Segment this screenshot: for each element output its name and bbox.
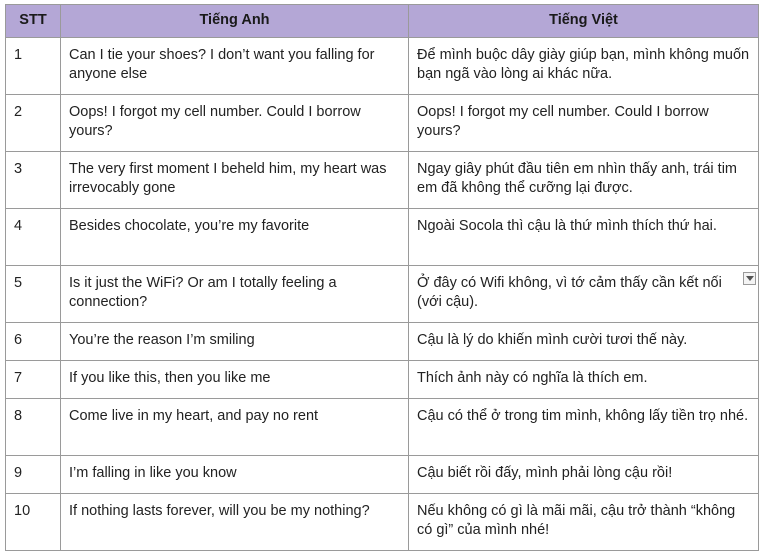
- stt-cell[interactable]: 1: [6, 38, 61, 95]
- header-english[interactable]: Tiếng Anh: [61, 5, 409, 38]
- vietnamese-cell[interactable]: Cậu biết rồi đấy, mình phải lòng cậu rồi!: [409, 456, 759, 494]
- english-cell[interactable]: If nothing lasts forever, will you be my nothing?: [61, 494, 409, 551]
- stt-cell[interactable]: 4: [6, 209, 61, 266]
- vietnamese-cell[interactable]: Oops! I forgot my cell number. Could I borrow yours?: [409, 95, 759, 152]
- table-row: [6, 266, 759, 323]
- vietnamese-cell[interactable]: Ngay giây phút đầu tiên em nhìn thấy anh, trái tim em đã không thể cưỡng lại được.: [409, 152, 759, 209]
- stt-cell[interactable]: 3: [6, 152, 61, 209]
- table-row: [6, 361, 759, 399]
- dropdown-arrow-icon[interactable]: [743, 272, 756, 285]
- english-cell[interactable]: You’re the reason I’m smiling: [61, 323, 409, 361]
- vietnamese-cell-selected[interactable]: [409, 266, 759, 323]
- vietnamese-cell[interactable]: Nếu không có gì là mãi mãi, cậu trở thành “không có gì” của mình nhé!: [409, 494, 759, 551]
- english-cell[interactable]: The very first moment I beheld him, my heart was irrevocably gone: [61, 152, 409, 209]
- table-row: [6, 494, 759, 551]
- vietnamese-cell[interactable]: Cậu là lý do khiến mình cười tươi thế này.: [409, 323, 759, 361]
- english-cell[interactable]: If you like this, then you like me: [61, 361, 409, 399]
- table-row: [6, 209, 759, 266]
- vietnamese-cell[interactable]: Thích ảnh này có nghĩa là thích em.: [409, 361, 759, 399]
- table-row: [6, 399, 759, 456]
- stt-cell[interactable]: 6: [6, 323, 61, 361]
- stt-cell[interactable]: 2: [6, 95, 61, 152]
- english-cell[interactable]: Besides chocolate, you’re my favorite: [61, 209, 409, 266]
- table-row: [6, 152, 759, 209]
- english-cell[interactable]: Oops! I forgot my cell number. Could I borrow yours?: [61, 95, 409, 152]
- vietnamese-cell-text: Ở đây có Wifi không, vì tớ cảm thấy cần kết nối (với cậu).: [417, 275, 722, 310]
- english-cell[interactable]: Is it just the WiFi? Or am I totally feeling a connection?: [61, 266, 409, 323]
- vietnamese-cell[interactable]: Để mình buộc dây giày giúp bạn, mình không muốn bạn ngã vào lòng ai khác nữa.: [409, 38, 759, 95]
- vietnamese-cell[interactable]: Cậu có thể ở trong tim mình, không lấy tiền trọ nhé.: [409, 399, 759, 456]
- header-stt[interactable]: STT: [6, 5, 61, 38]
- english-cell[interactable]: I’m falling in like you know: [61, 456, 409, 494]
- stt-cell[interactable]: 8: [6, 399, 61, 456]
- stt-cell[interactable]: 10: [6, 494, 61, 551]
- header-vietnamese[interactable]: Tiếng Việt: [409, 5, 759, 38]
- table-row: [6, 323, 759, 361]
- stt-cell[interactable]: 5: [6, 266, 61, 323]
- english-cell[interactable]: Come live in my heart, and pay no rent: [61, 399, 409, 456]
- vietnamese-cell[interactable]: Ngoài Socola thì cậu là thứ mình thích thứ hai.: [409, 209, 759, 266]
- stt-cell[interactable]: 7: [6, 361, 61, 399]
- table-row: [6, 95, 759, 152]
- english-cell[interactable]: Can I tie your shoes? I don’t want you falling for anyone else: [61, 38, 409, 95]
- phrase-table: [5, 4, 759, 551]
- table-row: [6, 456, 759, 494]
- stt-cell[interactable]: 9: [6, 456, 61, 494]
- table-row: [6, 38, 759, 95]
- header-row: [6, 5, 759, 38]
